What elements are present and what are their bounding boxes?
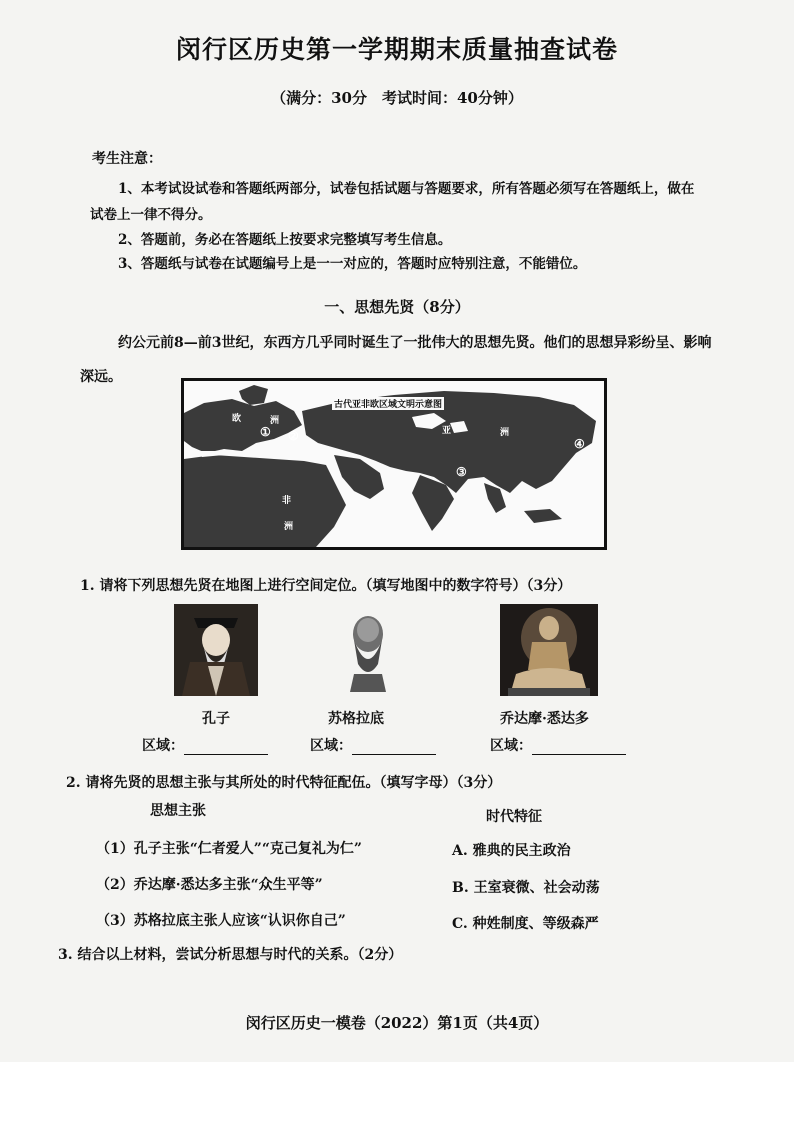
map-label-europe-1: 欧 bbox=[232, 414, 242, 424]
notice-item-1-line-2: 试卷上一律不得分。 bbox=[90, 207, 212, 223]
notice-heading: 考生注意： bbox=[92, 151, 162, 167]
page-footer: 闵行区历史一模卷（2022）第1页（共4页） bbox=[245, 1014, 549, 1032]
question-3: 3. 结合以上材料，尝试分析思想与时代的关系。（2分） bbox=[58, 947, 403, 963]
map-label-africa-1: 非 bbox=[282, 496, 292, 506]
region-field-siddhartha[interactable] bbox=[490, 735, 626, 755]
question-1: 1. 请将下列思想先贤在地图上进行空间定位。（填写地图中的数字符号）（3分） bbox=[80, 578, 572, 594]
idea-item-1: （1）孔子主张“仁者爱人”“克己复礼为仁” bbox=[96, 841, 362, 857]
civilization-map bbox=[181, 378, 607, 550]
notice-item-1-line-1: 1、本考试设试卷和答题纸两部分，试卷包括试题与答题要求，所有答题必须写在答题纸上，做在 bbox=[118, 181, 695, 197]
map-marker-2: ② bbox=[288, 429, 299, 443]
notice-item-3: 3、答题纸与试卷在试题编号上是一一对应的，答题时应特别注意，不能错位。 bbox=[118, 256, 587, 272]
era-option-a: A. 雅典的民主政治 bbox=[452, 843, 571, 859]
map-marker-1: ① bbox=[260, 425, 271, 439]
section-intro-line-1: 约公元前8—前3世纪，东西方几乎同时诞生了一批伟大的思想先贤。他们的思想异彩纷呈、影响 bbox=[118, 335, 712, 351]
column-header-era: 时代特征 bbox=[486, 809, 542, 825]
answer-blank[interactable] bbox=[184, 740, 268, 755]
region-field-socrates[interactable] bbox=[310, 735, 436, 755]
idea-item-2: （2）乔达摩·悉达多主张“众生平等” bbox=[96, 877, 323, 893]
answer-blank[interactable] bbox=[352, 740, 436, 755]
era-option-b: B. 王室衰微、社会动荡 bbox=[452, 880, 600, 896]
person-name-confucius: 孔子 bbox=[202, 711, 230, 727]
answer-blank[interactable] bbox=[532, 740, 626, 755]
confucius-portrait bbox=[174, 604, 258, 696]
socrates-portrait bbox=[340, 608, 396, 692]
region-label: 区域： bbox=[142, 738, 184, 754]
person-name-siddhartha: 乔达摩·悉达多 bbox=[500, 711, 589, 727]
map-label-africa-2: 洲 bbox=[284, 522, 294, 532]
column-header-ideas: 思想主张 bbox=[150, 803, 206, 819]
page-title: 闵行区历史第一学期期末质量抽查试卷 bbox=[175, 35, 618, 64]
era-option-c: C. 种姓制度、等级森严 bbox=[452, 916, 599, 932]
siddhartha-portrait bbox=[500, 604, 598, 696]
region-field-confucius[interactable] bbox=[142, 735, 268, 755]
map-marker-4: ④ bbox=[574, 437, 585, 451]
region-label: 区域： bbox=[490, 738, 532, 754]
section-heading: 一、思想先贤（8分） bbox=[324, 298, 470, 316]
section-intro-line-2: 深远。 bbox=[80, 369, 122, 385]
idea-item-3: （3）苏格拉底主张人应该“认识你自己” bbox=[96, 913, 346, 929]
person-name-socrates: 苏格拉底 bbox=[328, 711, 384, 727]
map-title: 古代亚非欧区域文明示意图 bbox=[332, 397, 444, 410]
map-label-asia-2: 洲 bbox=[500, 428, 510, 438]
map-label-asia-1: 亚 bbox=[442, 426, 452, 436]
question-2: 2. 请将先贤的思想主张与其所处的时代特征配伍。（填写字母）（3分） bbox=[66, 775, 502, 791]
map-marker-3: ③ bbox=[456, 465, 467, 479]
notice-item-2: 2、答题前，务必在答题纸上按要求完整填写考生信息。 bbox=[118, 232, 452, 248]
page-subtitle: （满分：30分 考试时间：40分钟） bbox=[271, 89, 523, 107]
map-label-europe-2: 洲 bbox=[270, 416, 280, 426]
region-label: 区域： bbox=[310, 738, 352, 754]
